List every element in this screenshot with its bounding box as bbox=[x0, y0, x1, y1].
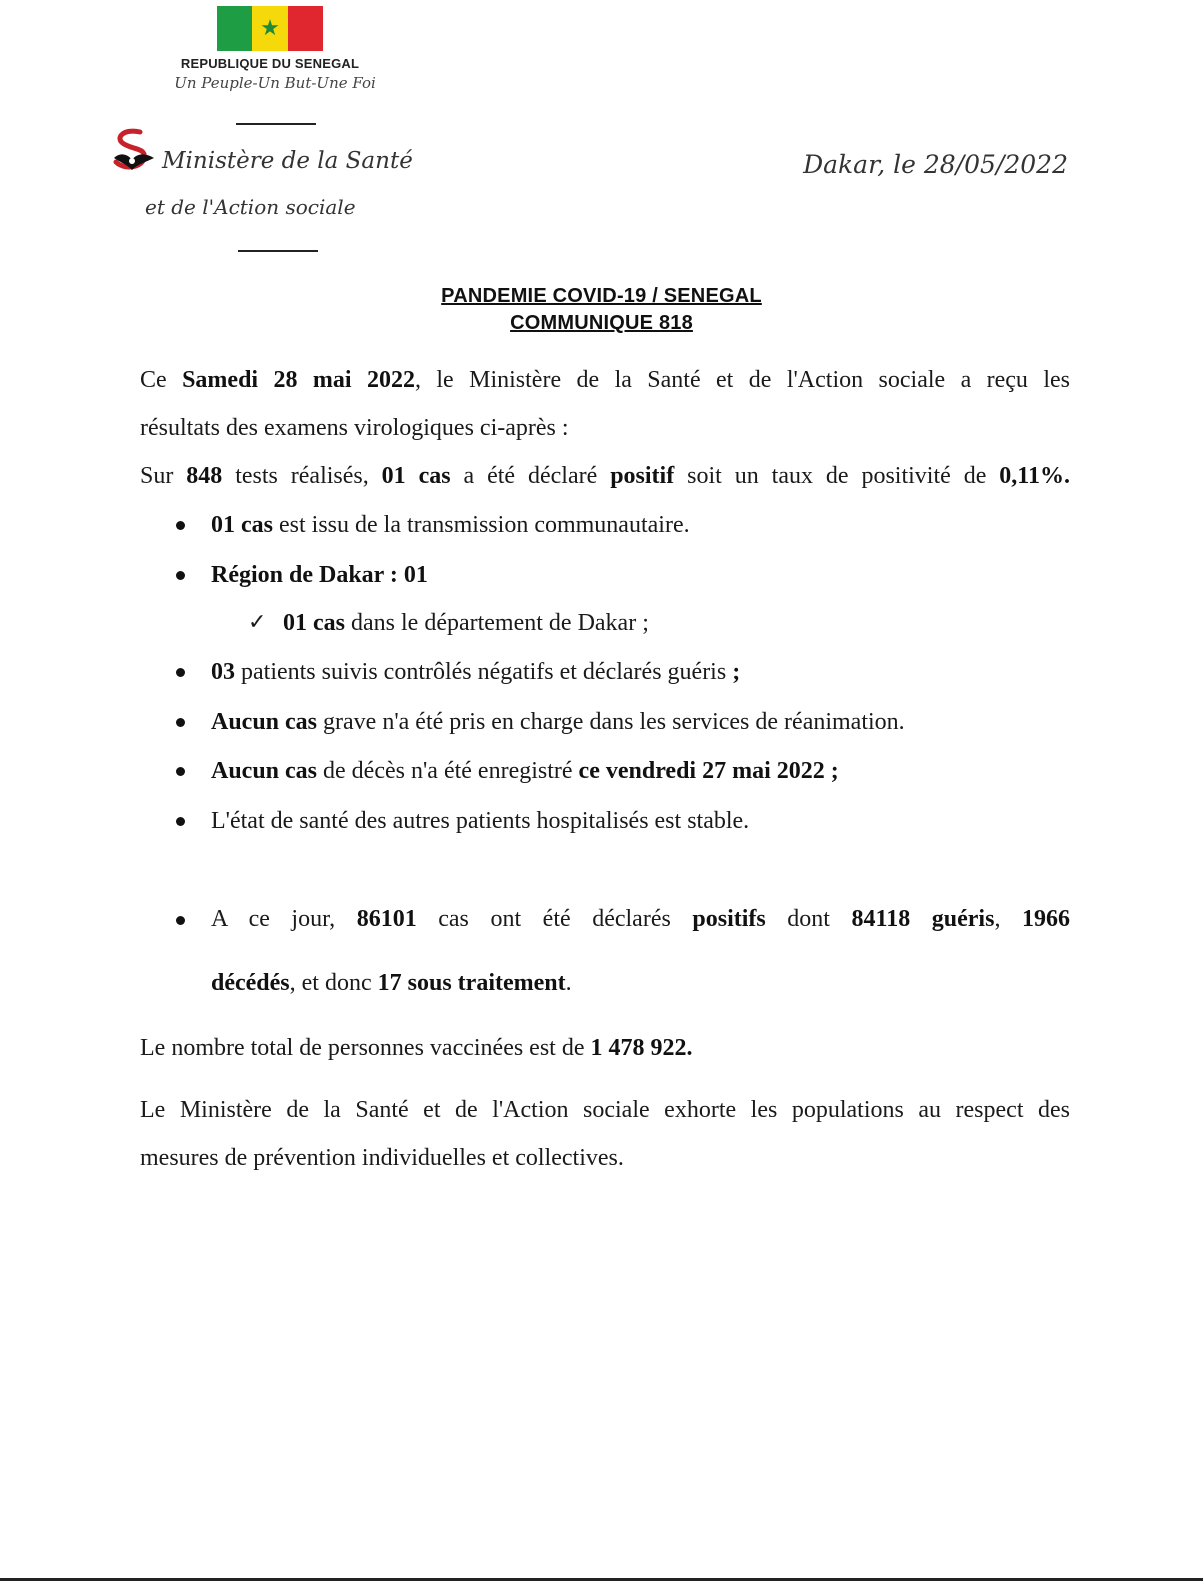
ministry-name-line2: et de l'Action sociale bbox=[145, 195, 356, 219]
document-title: PANDEMIE COVID-19 / SENEGAL bbox=[441, 285, 762, 307]
closing-line2: mesures de prévention individuelles et collectives. bbox=[140, 1145, 624, 1171]
ministry-name-line1: Ministère de la Santé bbox=[162, 148, 413, 174]
list-item: 01 cas est issu de la transmission communautaire. bbox=[140, 507, 1070, 543]
header-divider bbox=[236, 123, 316, 125]
document-subtitle: COMMUNIQUE 818 bbox=[510, 312, 693, 334]
bullet-icon bbox=[176, 521, 185, 530]
tests-count: 848 bbox=[186, 463, 223, 489]
tests-paragraph bbox=[140, 452, 1070, 500]
sub-list-item: ✓ 01 cas dans le département de Dakar ; bbox=[140, 605, 1070, 641]
deaths-count: 1966 bbox=[1022, 906, 1070, 932]
bullet-icon bbox=[176, 571, 185, 580]
checkmark-icon: ✓ bbox=[248, 610, 267, 635]
list-item: 03 patients suivis contrôlés négatifs et déclarés guéris ; bbox=[140, 654, 1070, 690]
closing-paragraph bbox=[140, 1086, 1070, 1182]
summary-paragraph: A ce jour, 86101 cas ont été déclarés positifs dont 84118 guéris, 1966 décédés, et donc 17 sous traitement. bbox=[211, 906, 1070, 996]
positive-cases: 01 cas bbox=[381, 463, 451, 489]
bullet-icon bbox=[176, 718, 185, 727]
vaccination-paragraph: Le nombre total de personnes vaccinées est de 1 478 922. bbox=[140, 1035, 693, 1061]
ministry-divider bbox=[238, 250, 318, 252]
intro-paragraph bbox=[140, 356, 1070, 452]
closing-line1: Le Ministère de la Santé et de l'Action sociale exhorte les populations au respect des bbox=[140, 1097, 1070, 1123]
senegal-flag-icon bbox=[217, 6, 323, 51]
list-item: Aucun cas de décès n'a été enregistré ce vendredi 27 mai 2022 ; bbox=[140, 753, 1070, 789]
tests-line: Sur 848 tests réalisés, 01 cas a été déclaré positif soit un taux de positivité de 0,11%. bbox=[140, 463, 1070, 489]
bullet-icon bbox=[176, 668, 185, 677]
list-item: Région de Dakar : 01 bbox=[140, 557, 1070, 593]
ministry-logo-icon bbox=[110, 128, 158, 172]
bullet-icon bbox=[176, 817, 185, 826]
list-item: Aucun cas grave n'a été pris en charge dans les services de réanimation. bbox=[140, 704, 1070, 740]
document-date: Dakar, le 28/05/2022 bbox=[803, 150, 1068, 179]
flag-star-icon: ★ bbox=[260, 15, 280, 41]
vaccinated-count: 1 478 922. bbox=[590, 1035, 693, 1061]
bullet-icon bbox=[176, 767, 185, 776]
report-date: Samedi 28 mai 2022 bbox=[182, 367, 415, 393]
republic-name: REPUBLIQUE DU SENEGAL bbox=[180, 56, 360, 71]
recovered-count: 84118 guéris bbox=[851, 906, 995, 932]
national-motto: Un Peuple-Un But-Une Foi bbox=[174, 74, 376, 92]
total-cases: 86101 bbox=[356, 906, 417, 932]
under-treatment: 17 sous traitement bbox=[377, 970, 566, 996]
intro-line2: résultats des examens virologiques ci-après : bbox=[140, 415, 569, 441]
positivity-rate: 0,11%. bbox=[999, 463, 1070, 489]
list-item: L'état de santé des autres patients hospitalisés est stable. bbox=[140, 803, 1070, 839]
bullet-icon bbox=[176, 916, 185, 925]
intro-line1: Ce Samedi 28 mai 2022, le Ministère de la Santé et de l'Action sociale a reçu les bbox=[140, 367, 1071, 393]
